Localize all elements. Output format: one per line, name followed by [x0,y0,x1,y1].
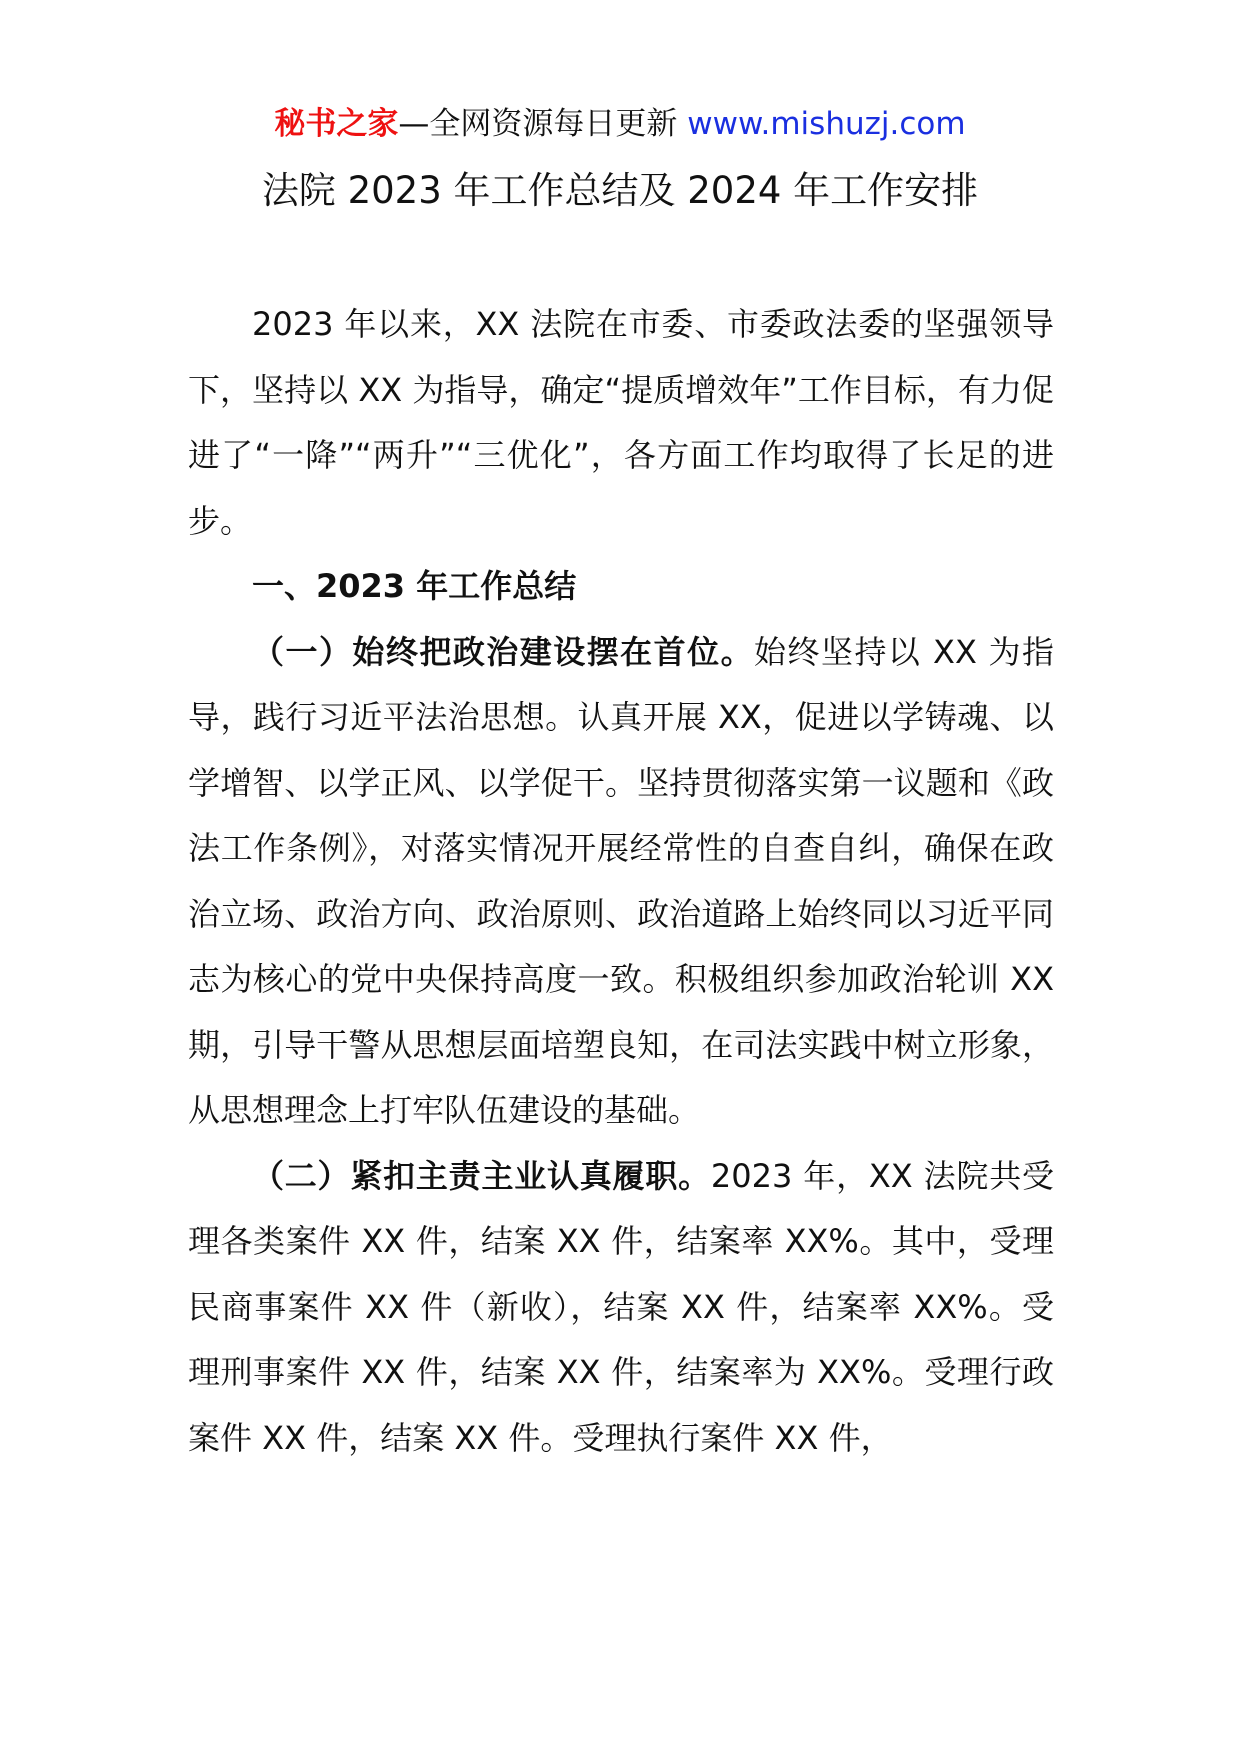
item-2-text: 2023 年，XX 法院共受理各类案件 XX 件，结案 XX 件，结案率 XX%。其中，受理民商事案件 XX 件（新收），结案 XX 件，结案率 XX%。受理刑事案件 XX 件，结案 XX 件，结案率为 XX%。受理行政案件 XX 件，结案 XX 件。受理执行案件 XX 件， [188,1156,1054,1457]
brand-name: 秘书之家 [274,106,399,142]
site-header [0,98,1240,150]
paragraph-item-1 [188,620,1054,1144]
document-body [188,292,1054,1471]
section-heading: 一、2023 年工作总结 [252,567,577,605]
document-title: 法院 2023 年工作总结及 2024 年工作安排 [261,169,979,212]
item-1-text: 始终坚持以 XX 为指导，践行习近平法治思想。认真开展 XX，促进以学铸魂、以学增智、以学正风、以学促干。坚持贯彻落实第一议题和《政法工作条例》，对落实情况开展经常性的自查自纠，确保在政治立场、政治方向、政治原则、政治道路上始终同以习近平同志为核心的党中央保持高度一致。积极组织参加政治轮训 XX 期，引导干警从思想层面培塑良知，在司法实践中树立形象，从思想理念上打牢队伍建设的基础。 [188,632,1054,1129]
header-slogan: —全网资源每日更新 [398,106,678,142]
site-url[interactable]: www.mishuzj.com [687,106,966,142]
paragraph-item-2 [188,1144,1054,1472]
item-1-lead: （一）始终把政治建设摆在首位。 [252,632,755,671]
intro-paragraph: 2023 年以来，XX 法院在市委、市委政法委的坚强领导下，坚持以 XX 为指导，确定“提质增效年”工作目标，有力促进了“一降”“两升”“三优化”，各方面工作均取得了长足的进步。 [188,305,1054,540]
item-2-lead: （二）紧扣主责主业认真履职。 [252,1156,711,1195]
